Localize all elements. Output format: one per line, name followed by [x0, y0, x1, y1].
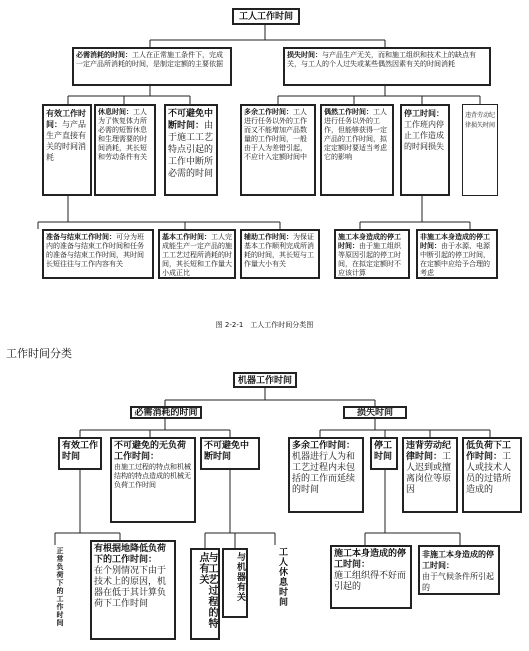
d1-excess-text: 工人进行任务以外的工作而又不能增加产品数量的工作时间，一般由于人为差错引起，不应计入定额时间中 [244, 108, 307, 161]
d2-low-load-time [462, 437, 522, 513]
d2-unavoidable-break: 不可避免中断时间 [200, 437, 260, 470]
d2-low-load-title: 低负荷下工作时间： [466, 441, 512, 462]
d1-caption: 图 2-2-1 工人工作时间分类图 [215, 321, 314, 329]
d1-rest-time [94, 104, 156, 196]
d1-stoppage-text: 工作班内停止工作造成的时间损失 [404, 120, 444, 151]
d1-accidental-title: 偶然工作时间： [324, 108, 373, 116]
d1-excess-time [240, 104, 316, 196]
d2-non-own-stoppage [418, 545, 500, 595]
d1-own-stop-text: 由于施工组织等原因引起的停工时间，在拟定定额时不应该计算 [338, 242, 401, 277]
d1-non-own-stop-text: 由于水源、电源中断引起的停工时间，在定额中应给予合理的考虑 [420, 242, 490, 277]
d1-basic-text: 工人完成能生产一定产品的施工工艺过程所消耗的时间，其长短和工作量大小成正比 [162, 233, 232, 277]
d1-accidental-text: 工人进行任务以外的工作，但能够获得一定产品的工作时间，拟定定额时要适当考虑它的影响 [324, 108, 387, 161]
d1-unavoidable-title: 不可避免中断时间： [168, 109, 214, 131]
d2-necessary-time: 必需消耗的时间 [130, 406, 202, 419]
d2-loss-time: 损失时间 [343, 406, 407, 419]
d2-machine-related: 与机器有关 [222, 548, 248, 618]
d1-unavoidable-break [164, 104, 218, 196]
d1-loss-time [283, 47, 491, 86]
d2-reasonable-title: 有根据地降低负荷下的工作时间： [94, 544, 167, 565]
d1-accidental-time [320, 104, 394, 196]
d2-own-stop-text: 施工组织得不好而引起的 [334, 571, 407, 592]
d1-effective-text: 与产品生产直接有关的时间消耗 [46, 120, 86, 162]
d2-normal-load-time: 正常负荷下的工作时间 [44, 545, 66, 639]
d2-non-own-stop-text: 由于气候条件所引起的 [422, 572, 494, 592]
d2-own-stop-title: 施工本身造成的停工时间： [334, 549, 407, 570]
d1-root: 工人工作时间 [232, 8, 300, 25]
d1-necessary-title: 必需消耗的时间： [76, 51, 132, 59]
d2-violation-text: 工人迟到或擅离岗位等原因 [406, 452, 452, 495]
d2-root: 机器工作时间 [233, 372, 297, 388]
d1-unavoidable-text: 由于施工工艺特点引起的工作中断所必需的时间 [168, 121, 214, 179]
d1-aux-text: 为保证基本工作顺利完成所消耗的时间，其长短与工作量大小有关 [244, 233, 314, 268]
d1-violation-time: 违背劳动纪律损失时间 [462, 104, 498, 196]
d1-excess-title: 多余工作时间： [244, 108, 293, 116]
d1-stoppage-title: 停工时间： [404, 109, 444, 118]
d1-stoppage-time [400, 104, 450, 196]
d2-noload-title: 不可避免的无负荷工作时间： [114, 441, 187, 462]
d2-noload-text: 由施工过程的特点和机械结构的特点造成的机械无负荷工作时间 [114, 463, 191, 489]
d1-prep-text: 可分为班内的准备与结束工作时间和任务的准备与结束工作时间，其时间长短往往与工作内容有关 [46, 233, 144, 268]
d2-violation-title: 违背劳动纪律时间： [406, 441, 452, 462]
d1-rest-text: 工人为了恢复体力所必需的短暂休息和生理需要的时间消耗，其长短和劳动条件有关 [98, 108, 147, 161]
d2-own-stoppage [330, 545, 412, 609]
d2-excess-time [288, 437, 364, 513]
d2-reasonable-low-load [90, 540, 176, 640]
d1-own-stop-title: 施工本身造成的停工时间： [338, 233, 401, 250]
d1-loss-title: 损失时间： [287, 51, 322, 59]
d1-aux-title: 辅助工作时间： [244, 233, 293, 241]
d1-own-stoppage [334, 229, 410, 279]
d2-excess-text: 机器进行人为和工艺过程内未包括的工作而延续的时间 [292, 452, 356, 495]
d2-unavoidable-noload [110, 437, 196, 523]
d1-prep-title: 准备与结束工作时间： [46, 233, 116, 241]
d1-basic-time [158, 229, 236, 279]
d1-basic-title: 基本工作时间： [162, 233, 211, 241]
d2-process-related: 与工艺过程的特点有关 [190, 548, 220, 640]
d1-rest-title: 休息时间： [98, 108, 133, 116]
d1-effective-time [42, 104, 92, 196]
d2-non-own-stop-title: 非施工本身造成的停工时间： [422, 550, 494, 570]
d2-worker-rest: 工人休息时间 [266, 545, 288, 623]
d1-non-own-stoppage [416, 229, 498, 279]
d1-necessary-time [72, 47, 232, 86]
d2-low-load-text: 工人或技术人员的过错所造成的 [466, 452, 512, 495]
d1-non-own-stop-title: 非施工本身造成的停工时间： [420, 233, 490, 250]
d2-violation-time [402, 437, 458, 513]
d1-effective-title: 有效工作时间： [46, 109, 86, 129]
d1-prep-end-time [42, 229, 154, 279]
d2-reasonable-text: 在个别情况下由于技术上的原因，机器在低于其计算负荷下工作时间 [94, 566, 167, 609]
d1-necessary-text: 工人在正常施工条件下，完成一定产品所消耗的时间，是制定定额的主要依据 [76, 51, 223, 68]
section-heading: 工作时间分类 [6, 347, 72, 360]
d2-stoppage-time: 停工时间 [370, 437, 398, 470]
d1-aux-time [240, 229, 320, 279]
d2-effective-time: 有效工作时间 [58, 437, 102, 470]
d1-loss-text: 与产品生产无关，而和施工组织和技术上的缺点有关，与工人的个人过失或某些偶然因素有关的时间消耗 [287, 51, 476, 68]
d2-excess-title: 多余工作时间： [292, 441, 356, 451]
